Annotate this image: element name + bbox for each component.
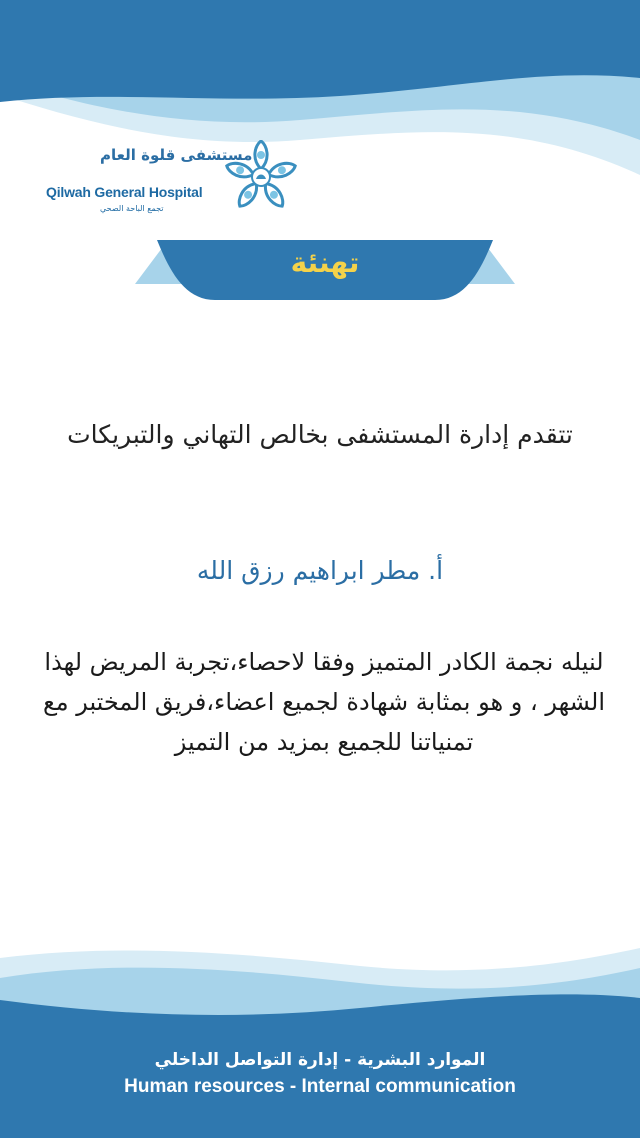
star-flower-icon xyxy=(224,140,298,214)
bottom-wave-decoration xyxy=(0,938,640,1138)
logo-name-arabic: مستشفى قلوة العام xyxy=(100,146,253,164)
intro-text: تتقدم إدارة المستشفى بخالص التهاني والتبريكات xyxy=(67,420,573,449)
message-line: لنيله نجمة الكادر المتميز وفقا لاحصاء،تجربة المريض لهذا xyxy=(44,648,604,676)
message-body xyxy=(30,642,618,762)
honoree-name: أ. مطر ابراهيم رزق الله xyxy=(196,556,444,585)
message-line: تمنياتنا للجميع بمزيد من التميز xyxy=(174,728,474,756)
message-line: الشهر ، و هو بمثابة شهادة لجميع اعضاء،فريق المختبر مع xyxy=(42,688,606,716)
footer-english: Human resources - Internal communication xyxy=(124,1076,516,1097)
footer-arabic: الموارد البشرية - إدارة التواصل الداخلي xyxy=(154,1050,486,1070)
logo-subtitle: تجمع الباحة الصحي xyxy=(100,204,164,213)
logo-name-english: Qilwah General Hospital xyxy=(46,184,203,200)
banner-title: تهنئة xyxy=(290,246,360,279)
hospital-logo xyxy=(42,140,302,220)
